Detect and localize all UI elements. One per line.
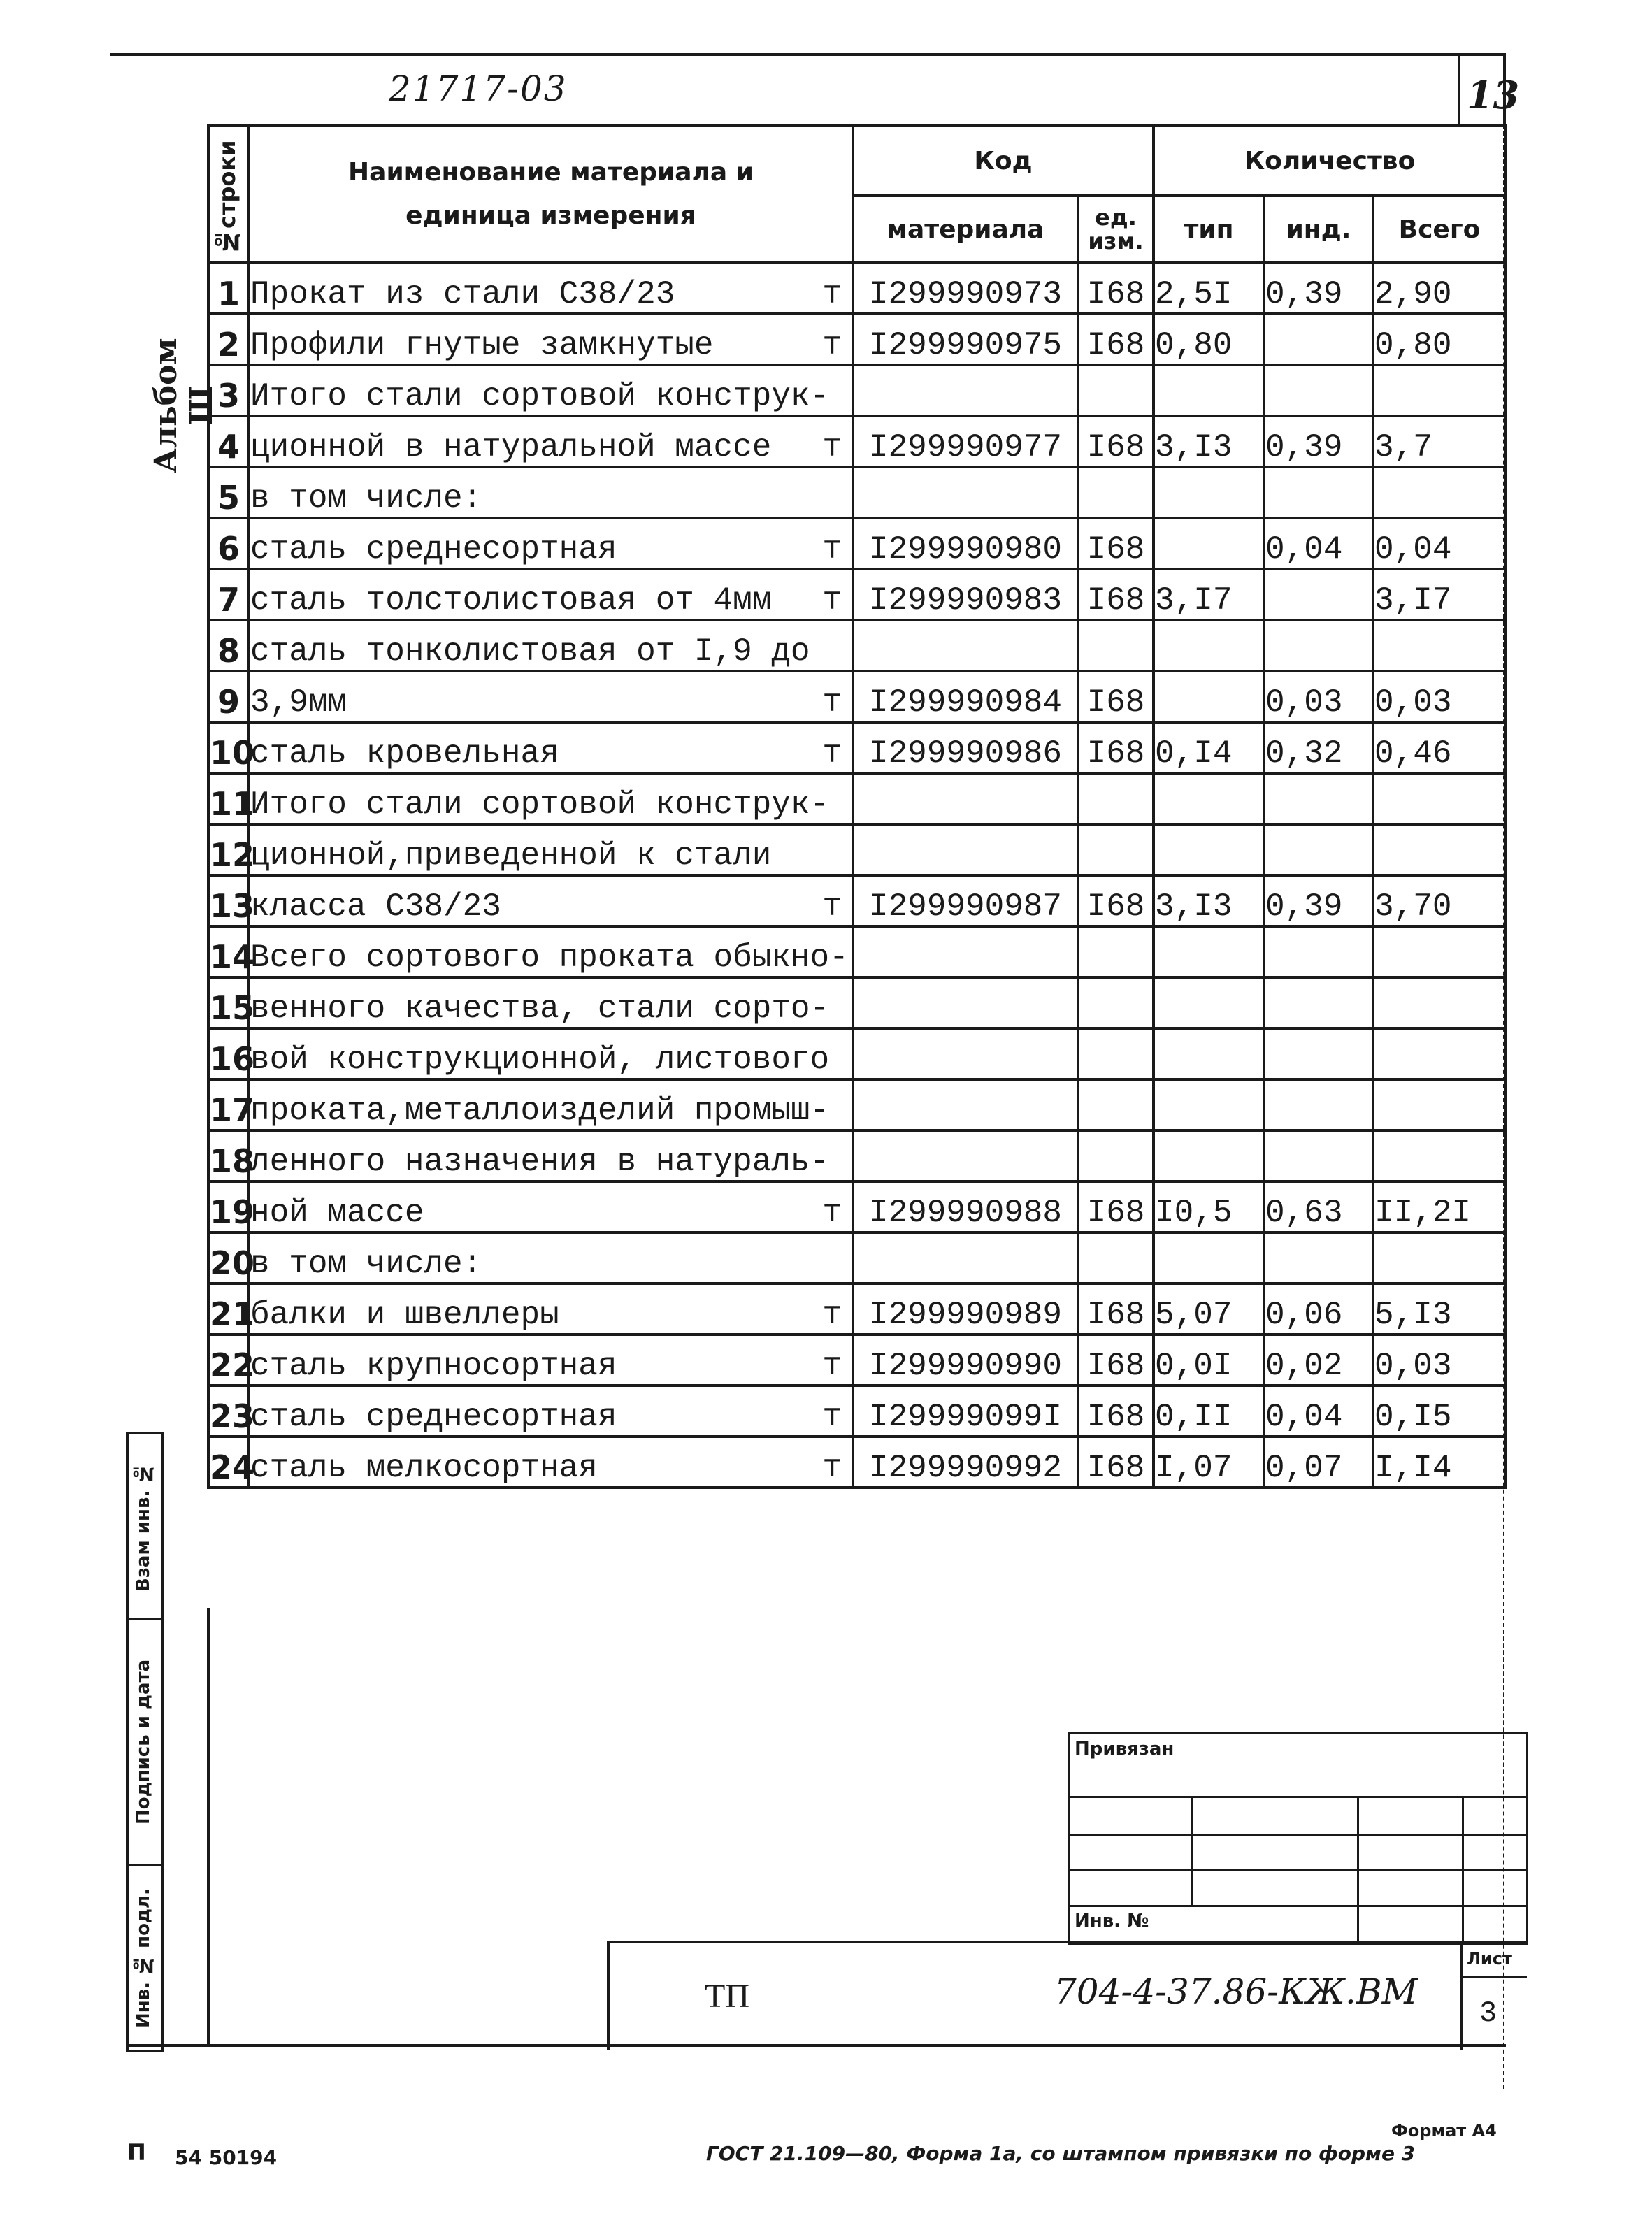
table-row — [208, 416, 1506, 467]
album-label: Альбом Ш — [148, 338, 220, 473]
qty-typ: 3,I3 — [1154, 875, 1264, 926]
row-number: 5 — [208, 467, 249, 518]
material-name-text: Итого стали сортовой конструк- — [250, 378, 830, 415]
qty-ind — [1264, 620, 1373, 671]
qty-total — [1373, 1232, 1506, 1283]
qty-ind: 0,39 — [1264, 875, 1373, 926]
header-qty-total: Всего — [1373, 196, 1506, 263]
qty-ind: 0,39 — [1264, 263, 1373, 314]
material-code — [853, 824, 1078, 875]
unit-code: I68 — [1078, 518, 1154, 569]
material-code: I299990990 — [853, 1335, 1078, 1386]
sheet-label: Лист — [1467, 1949, 1512, 1969]
qty-typ — [1154, 926, 1264, 977]
material-name-text: сталь толстолистовая от 4мм — [250, 582, 772, 619]
material-name — [249, 365, 853, 416]
material-code: I299990983 — [853, 569, 1078, 620]
table-row — [208, 1335, 1506, 1386]
qty-ind — [1264, 824, 1373, 875]
qty-total: 3,I7 — [1373, 569, 1506, 620]
unit-mark: т — [822, 531, 842, 568]
row-number: 23 — [208, 1386, 249, 1437]
table-row — [208, 1232, 1506, 1283]
gost-footer: ГОСТ 21.109—80, Форма 1а, со штампом привязки по форме 3 — [706, 2142, 1416, 2165]
qty-ind — [1264, 773, 1373, 824]
material-code — [853, 1079, 1078, 1130]
table-row — [208, 773, 1506, 824]
material-name-text: ционной,приведенной к стали — [250, 837, 772, 874]
unit-code — [1078, 1028, 1154, 1079]
material-name — [249, 620, 853, 671]
format-label: Формат А4 — [1391, 2121, 1497, 2141]
header-code-unit: ед. изм. — [1078, 196, 1154, 263]
row-number: 21 — [208, 1283, 249, 1335]
page-number-box-left — [1458, 53, 1460, 126]
qty-typ — [1154, 620, 1264, 671]
tp-label: ТП — [705, 1978, 749, 2015]
qty-ind: 0,04 — [1264, 518, 1373, 569]
table-row — [208, 1028, 1506, 1079]
material-name — [249, 1437, 853, 1488]
table-row — [208, 926, 1506, 977]
material-name — [249, 1232, 853, 1283]
row-number: 14 — [208, 926, 249, 977]
row-number: 22 — [208, 1335, 249, 1386]
header-code-material: материала — [853, 196, 1078, 263]
unit-code: I68 — [1078, 1335, 1154, 1386]
unit-mark: т — [822, 735, 842, 772]
material-name — [249, 1181, 853, 1232]
material-name — [249, 467, 853, 518]
unit-code — [1078, 365, 1154, 416]
qty-ind — [1264, 1028, 1373, 1079]
row-number: 12 — [208, 824, 249, 875]
material-code — [853, 977, 1078, 1028]
material-name — [249, 977, 853, 1028]
unit-code — [1078, 977, 1154, 1028]
title-block — [607, 1941, 1527, 2050]
row-number: 9 — [208, 671, 249, 722]
table-row — [208, 569, 1506, 620]
material-name-text: сталь крупносортная — [250, 1348, 617, 1384]
row-number: 4 — [208, 416, 249, 467]
qty-total: I,I4 — [1373, 1437, 1506, 1488]
unit-code — [1078, 1232, 1154, 1283]
material-name-text: сталь кровельная — [250, 735, 559, 772]
qty-total: 3,70 — [1373, 875, 1506, 926]
material-code: I299990980 — [853, 518, 1078, 569]
material-code: I299990975 — [853, 314, 1078, 365]
row-number: 11 — [208, 773, 249, 824]
qty-ind — [1264, 569, 1373, 620]
material-name — [249, 1335, 853, 1386]
unit-code — [1078, 620, 1154, 671]
header-qty-typ: тип — [1154, 196, 1264, 263]
qty-total — [1373, 620, 1506, 671]
qty-ind: 0,04 — [1264, 1386, 1373, 1437]
page-number: 13 — [1467, 73, 1520, 117]
material-code — [853, 620, 1078, 671]
qty-total — [1373, 1130, 1506, 1181]
unit-mark: т — [822, 1348, 842, 1384]
material-name — [249, 1130, 853, 1181]
material-code: I299990977 — [853, 416, 1078, 467]
material-code: I29999099I — [853, 1386, 1078, 1437]
table-row — [208, 875, 1506, 926]
unit-mark: т — [822, 1195, 842, 1231]
unit-code: I68 — [1078, 263, 1154, 314]
material-name-text: сталь тонколистовая от I,9 до — [250, 633, 810, 670]
row-number: 3 — [208, 365, 249, 416]
binding-stamp — [1068, 1732, 1528, 1945]
header-qty-ind: инд. — [1264, 196, 1373, 263]
qty-typ: 0,II — [1154, 1386, 1264, 1437]
material-name-text: класса С38/23 — [250, 889, 501, 925]
header-row-number: №строки — [208, 126, 249, 263]
row-number: 10 — [208, 722, 249, 773]
material-name-text: вой конструкционной, листового — [250, 1042, 830, 1078]
table-row — [208, 1283, 1506, 1335]
header-code: Код — [853, 126, 1154, 196]
material-name-text: Профили гнутые замкнутые — [250, 327, 714, 364]
table-row — [208, 314, 1506, 365]
unit-mark: т — [822, 1399, 842, 1435]
unit-mark: т — [822, 889, 842, 925]
table-row — [208, 977, 1506, 1028]
qty-typ: 0,I4 — [1154, 722, 1264, 773]
qty-total: 0,I5 — [1373, 1386, 1506, 1437]
table-row — [208, 1130, 1506, 1181]
header-name: Наименование материала и единица измерения — [249, 126, 853, 263]
qty-total — [1373, 773, 1506, 824]
material-name — [249, 314, 853, 365]
material-name-text: ной массе — [250, 1195, 424, 1231]
table-row — [208, 467, 1506, 518]
qty-ind: 0,03 — [1264, 671, 1373, 722]
material-name-text: Итого стали сортовой конструк- — [250, 786, 830, 823]
material-name-text: в том числе: — [250, 1246, 482, 1282]
unit-code: I68 — [1078, 1437, 1154, 1488]
unit-mark: т — [822, 429, 842, 466]
qty-ind: 0,39 — [1264, 416, 1373, 467]
material-code — [853, 926, 1078, 977]
material-name — [249, 926, 853, 977]
qty-ind: 0,06 — [1264, 1283, 1373, 1335]
qty-ind — [1264, 314, 1373, 365]
top-frame-line — [110, 53, 1505, 56]
qty-total: 0,46 — [1373, 722, 1506, 773]
sheet-number: 3 — [1479, 1997, 1497, 2030]
row-number: 19 — [208, 1181, 249, 1232]
qty-total — [1373, 467, 1506, 518]
material-name-text: ционной в натуральной массе — [250, 429, 772, 466]
qty-ind — [1264, 1130, 1373, 1181]
table-row — [208, 722, 1506, 773]
qty-ind — [1264, 365, 1373, 416]
material-code — [853, 1130, 1078, 1181]
material-name — [249, 416, 853, 467]
binding-label: Привязан — [1075, 1739, 1175, 1760]
qty-total — [1373, 926, 1506, 977]
table-row — [208, 518, 1506, 569]
unit-code: I68 — [1078, 314, 1154, 365]
unit-code: I68 — [1078, 1181, 1154, 1232]
material-name — [249, 1028, 853, 1079]
material-code: I299990986 — [853, 722, 1078, 773]
row-number: 17 — [208, 1079, 249, 1130]
unit-code — [1078, 1079, 1154, 1130]
qty-typ — [1154, 1028, 1264, 1079]
material-name — [249, 722, 853, 773]
material-name-text: ленного назначения в натураль- — [250, 1144, 830, 1180]
qty-typ: 0,0I — [1154, 1335, 1264, 1386]
qty-typ: 3,I7 — [1154, 569, 1264, 620]
material-code: I299990992 — [853, 1437, 1078, 1488]
material-name-text: сталь среднесортная — [250, 531, 617, 568]
qty-total: 5,I3 — [1373, 1283, 1506, 1335]
material-name — [249, 1283, 853, 1335]
material-code — [853, 773, 1078, 824]
inv-number-label: Инв. № — [1075, 1911, 1149, 1932]
row-number: 2 — [208, 314, 249, 365]
unit-code: I68 — [1078, 671, 1154, 722]
material-name — [249, 263, 853, 314]
material-name-text: 3,9мм — [250, 684, 347, 721]
material-name-text: сталь мелкосортная — [250, 1450, 598, 1486]
side-stamp-inv-podl: Инв. № подл. — [133, 1888, 154, 2028]
handwritten-doc-number: 21717-03 — [389, 69, 568, 109]
qty-total: 0,80 — [1373, 314, 1506, 365]
material-code: I299990984 — [853, 671, 1078, 722]
row-number: 8 — [208, 620, 249, 671]
unit-code: I68 — [1078, 416, 1154, 467]
row-number: 13 — [208, 875, 249, 926]
qty-typ: 3,I3 — [1154, 416, 1264, 467]
material-name — [249, 1386, 853, 1437]
row-number: 18 — [208, 1130, 249, 1181]
unit-code — [1078, 467, 1154, 518]
material-name-text: Всего сортового проката обыкно- — [250, 940, 849, 976]
qty-ind: 0,63 — [1264, 1181, 1373, 1232]
material-name — [249, 824, 853, 875]
qty-typ: 0,80 — [1154, 314, 1264, 365]
qty-ind — [1264, 1079, 1373, 1130]
material-code: I299990989 — [853, 1283, 1078, 1335]
material-code — [853, 1232, 1078, 1283]
side-stamp-vzam-inv: Взам инв. № — [133, 1462, 154, 1592]
material-name — [249, 1079, 853, 1130]
table-row — [208, 1437, 1506, 1488]
left-body-line — [207, 1608, 210, 2047]
material-name-text: в том числе: — [250, 480, 482, 517]
material-code — [853, 1028, 1078, 1079]
material-code: I299990988 — [853, 1181, 1078, 1232]
qty-ind — [1264, 1232, 1373, 1283]
qty-typ — [1154, 1130, 1264, 1181]
qty-typ — [1154, 824, 1264, 875]
unit-mark: т — [822, 276, 842, 312]
qty-total: 2,90 — [1373, 263, 1506, 314]
side-stamp — [126, 1432, 164, 2052]
table-row — [208, 671, 1506, 722]
row-number: 16 — [208, 1028, 249, 1079]
row-number: 15 — [208, 977, 249, 1028]
unit-mark: т — [822, 684, 842, 721]
row-number: 6 — [208, 518, 249, 569]
material-name-text: проката,металлоизделий промыш- — [250, 1093, 830, 1129]
qty-typ — [1154, 467, 1264, 518]
header-quantity: Количество — [1154, 126, 1506, 196]
qty-total: II,2I — [1373, 1181, 1506, 1232]
qty-typ — [1154, 518, 1264, 569]
unit-mark: т — [822, 582, 842, 619]
qty-total — [1373, 1079, 1506, 1130]
qty-total — [1373, 365, 1506, 416]
unit-mark: т — [822, 327, 842, 364]
table-row — [208, 365, 1506, 416]
qty-ind — [1264, 926, 1373, 977]
table-row — [208, 824, 1506, 875]
material-code: I299990987 — [853, 875, 1078, 926]
unit-code: I68 — [1078, 1283, 1154, 1335]
qty-total: 3,7 — [1373, 416, 1506, 467]
qty-typ — [1154, 1232, 1264, 1283]
unit-code: I68 — [1078, 1386, 1154, 1437]
material-name — [249, 518, 853, 569]
qty-typ — [1154, 365, 1264, 416]
unit-code — [1078, 926, 1154, 977]
table-row — [208, 1079, 1506, 1130]
materials-table — [207, 124, 1507, 1489]
qty-typ — [1154, 773, 1264, 824]
material-name — [249, 773, 853, 824]
qty-ind — [1264, 977, 1373, 1028]
unit-code — [1078, 1130, 1154, 1181]
material-name-text: сталь среднесортная — [250, 1399, 617, 1435]
qty-total — [1373, 824, 1506, 875]
qty-typ — [1154, 1079, 1264, 1130]
qty-total: 0,04 — [1373, 518, 1506, 569]
footer-left-code: П — [127, 2139, 146, 2166]
material-name-text: балки и швеллеры — [250, 1297, 559, 1333]
material-code — [853, 365, 1078, 416]
material-name-text: Прокат из стали С38/23 — [250, 276, 675, 312]
qty-typ: I,07 — [1154, 1437, 1264, 1488]
unit-mark: т — [822, 1450, 842, 1486]
qty-total: 0,03 — [1373, 1335, 1506, 1386]
qty-typ — [1154, 671, 1264, 722]
unit-code: I68 — [1078, 875, 1154, 926]
table-row — [208, 1386, 1506, 1437]
material-code — [853, 467, 1078, 518]
material-code: I299990973 — [853, 263, 1078, 314]
material-name — [249, 569, 853, 620]
table-row — [208, 620, 1506, 671]
unit-code: I68 — [1078, 569, 1154, 620]
qty-ind: 0,32 — [1264, 722, 1373, 773]
qty-total — [1373, 1028, 1506, 1079]
side-stamp-podpis-data: Подпись и дата — [133, 1659, 154, 1825]
qty-ind: 0,02 — [1264, 1335, 1373, 1386]
unit-mark: т — [822, 1297, 842, 1333]
qty-typ: 2,5I — [1154, 263, 1264, 314]
row-number: 1 — [208, 263, 249, 314]
material-name — [249, 875, 853, 926]
document-code: 704-4-37.86-КЖ.ВМ — [1054, 1971, 1418, 2012]
unit-code — [1078, 773, 1154, 824]
material-name — [249, 671, 853, 722]
footer-left-number: 54 50194 — [175, 2146, 278, 2169]
qty-total: 0,03 — [1373, 671, 1506, 722]
qty-ind: 0,07 — [1264, 1437, 1373, 1488]
unit-code: I68 — [1078, 722, 1154, 773]
table-row — [208, 1181, 1506, 1232]
qty-typ: I0,5 — [1154, 1181, 1264, 1232]
qty-typ: 5,07 — [1154, 1283, 1264, 1335]
qty-ind — [1264, 467, 1373, 518]
qty-total — [1373, 977, 1506, 1028]
row-number: 20 — [208, 1232, 249, 1283]
unit-code — [1078, 824, 1154, 875]
row-number: 24 — [208, 1437, 249, 1488]
material-name-text: венного качества, стали сорто- — [250, 991, 830, 1027]
row-number: 7 — [208, 569, 249, 620]
qty-typ — [1154, 977, 1264, 1028]
table-row — [208, 263, 1506, 314]
